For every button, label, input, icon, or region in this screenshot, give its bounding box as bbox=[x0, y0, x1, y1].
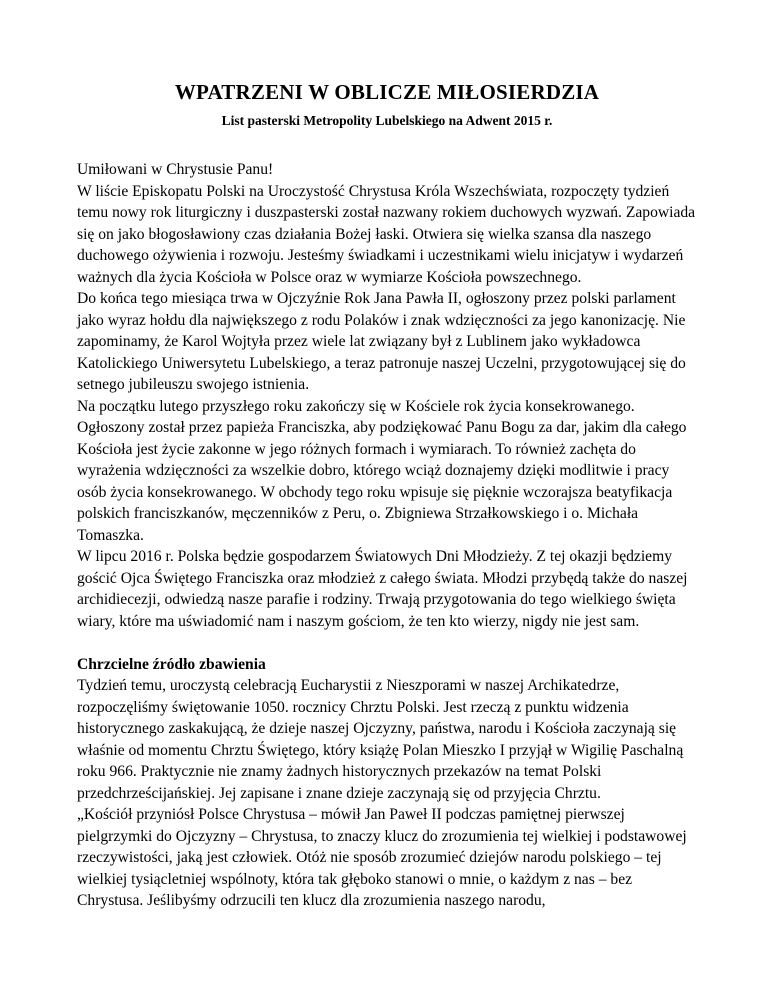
document-body bbox=[77, 159, 697, 912]
paragraph: Do końca tego miesiąca trwa w Ojczyźnie Rok Jana Pawła II, ogłoszony przez polski parlament jako wyraz hołdu dla największego z rodu Polaków i znak wdzięczności za jego kanonizację. Nie zapominamy, że Karol Wojtyła przez wiele lat związany był z Lublinem jako wykładowca Katolickiego Uniwersytetu Lubelskiego, a teraz patronuje naszej Uczelni, przygotowującej się do setnego jubileuszu swojego istnienia. bbox=[77, 290, 686, 393]
paragraph: W lipcu 2016 r. Polska będzie gospodarzem Światowych Dni Młodzieży. Z tej okazji będziemy gościć Ojca Świętego Franciszka oraz młodzież z całego świata. Młodzi przybędą także do naszej archidiecezji, odwiedzą nasze parafie i rodziny. Trwają przygotowania do tego wielkiego święta wiary, które ma uświadomić nam i naszym gościom, że ten kto wierzy, nigdy nie jest sam. bbox=[77, 548, 688, 630]
document-title: WPATRZENI W OBLICZE MIŁOSIERDZIA bbox=[174, 80, 600, 104]
paragraph: Na początku lutego przyszłego roku zakończy się w Kościele rok życia konsekrowanego. Ogłoszony został przez papieża Franciszka, aby podziękować Panu Bogu za dar, jakim dla całego Kościoła jest życie zakonne w jego różnych formach i wymiarach. To również zachęta do wyrażenia wdzięczności za wszelkie dobro, którego wciąż doznajemy dzięki modlitwie i pracy osób życia konsekrowanego. W obchody tego roku wpisuje się pięknie wczorajsza beatyfikacja polskich franciszkanów, męczenników z Peru, o. Zbigniewa Strzałkowskiego i o. Michała Tomaszka. bbox=[77, 397, 687, 544]
document-page bbox=[77, 78, 697, 912]
greeting: Umiłowani w Chrystusie Panu! bbox=[77, 161, 274, 178]
paragraph: W liście Episkopatu Polski na Uroczystość Chrystusa Króla Wszechświata, rozpoczęty tydzień temu nowy rok liturgiczny i duszpasterski został nazwany rokiem duchowych wyzwań. Zapowiada się on jako błogosławiony czas działania Bożej łaski. Otwiera się wielka szansa dla naszego duchowego ożywienia i rozwoju. Jesteśmy świadkami i uczestnikami wielu inicjatyw i wydarzeń ważnych dla życia Kościoła w Polsce oraz w wymiarze Kościoła powszechnego. bbox=[77, 182, 696, 286]
paragraph: „Kościół przyniósł Polsce Chrystusa – mówił Jan Paweł II podczas pamiętnej pierwszej pielgrzymki do Ojczyzny – Chrystusa, to znaczy klucz do zrozumienia tej wielkiej i podstawowej rzeczywistości, jaką jest człowiek. Otóż nie sposób zrozumieć dziejów narodu polskiego – tej wielkiej tysiącletniej wspólnoty, która tak głęboko stanowi o mnie, o każdym z nas – bez Chrystusa. Jeślibyśmy odrzucili ten klucz dla zrozumienia naszego narodu, bbox=[77, 806, 687, 909]
paragraph: Tydzień temu, uroczystą celebracją Eucharystii z Nieszporami w naszej Archikatedrze, rozpoczęliśmy świętowanie 1050. rocznicy Chrztu Polski. Jest rzeczą z punktu widzenia historycznego zaskakującą, że dzieje naszej Ojczyzny, państwa, narodu i Kościoła zaczynają się właśnie od momentu Chrztu Świętego, który książę Polan Mieszko I przyjął w Wigilię Paschalną roku 966. Praktycznie nie znamy żadnych historycznych przekazów na temat Polski przedchrześcijańskiej. Jej zapisane i znane dzieje zaczynają się od przyjęcia Chrztu. bbox=[77, 677, 684, 802]
section-heading: Chrzcielne źródło zbawienia bbox=[77, 655, 266, 673]
document-subtitle: List pasterski Metropolity Lubelskiego na Adwent 2015 r. bbox=[221, 113, 553, 128]
